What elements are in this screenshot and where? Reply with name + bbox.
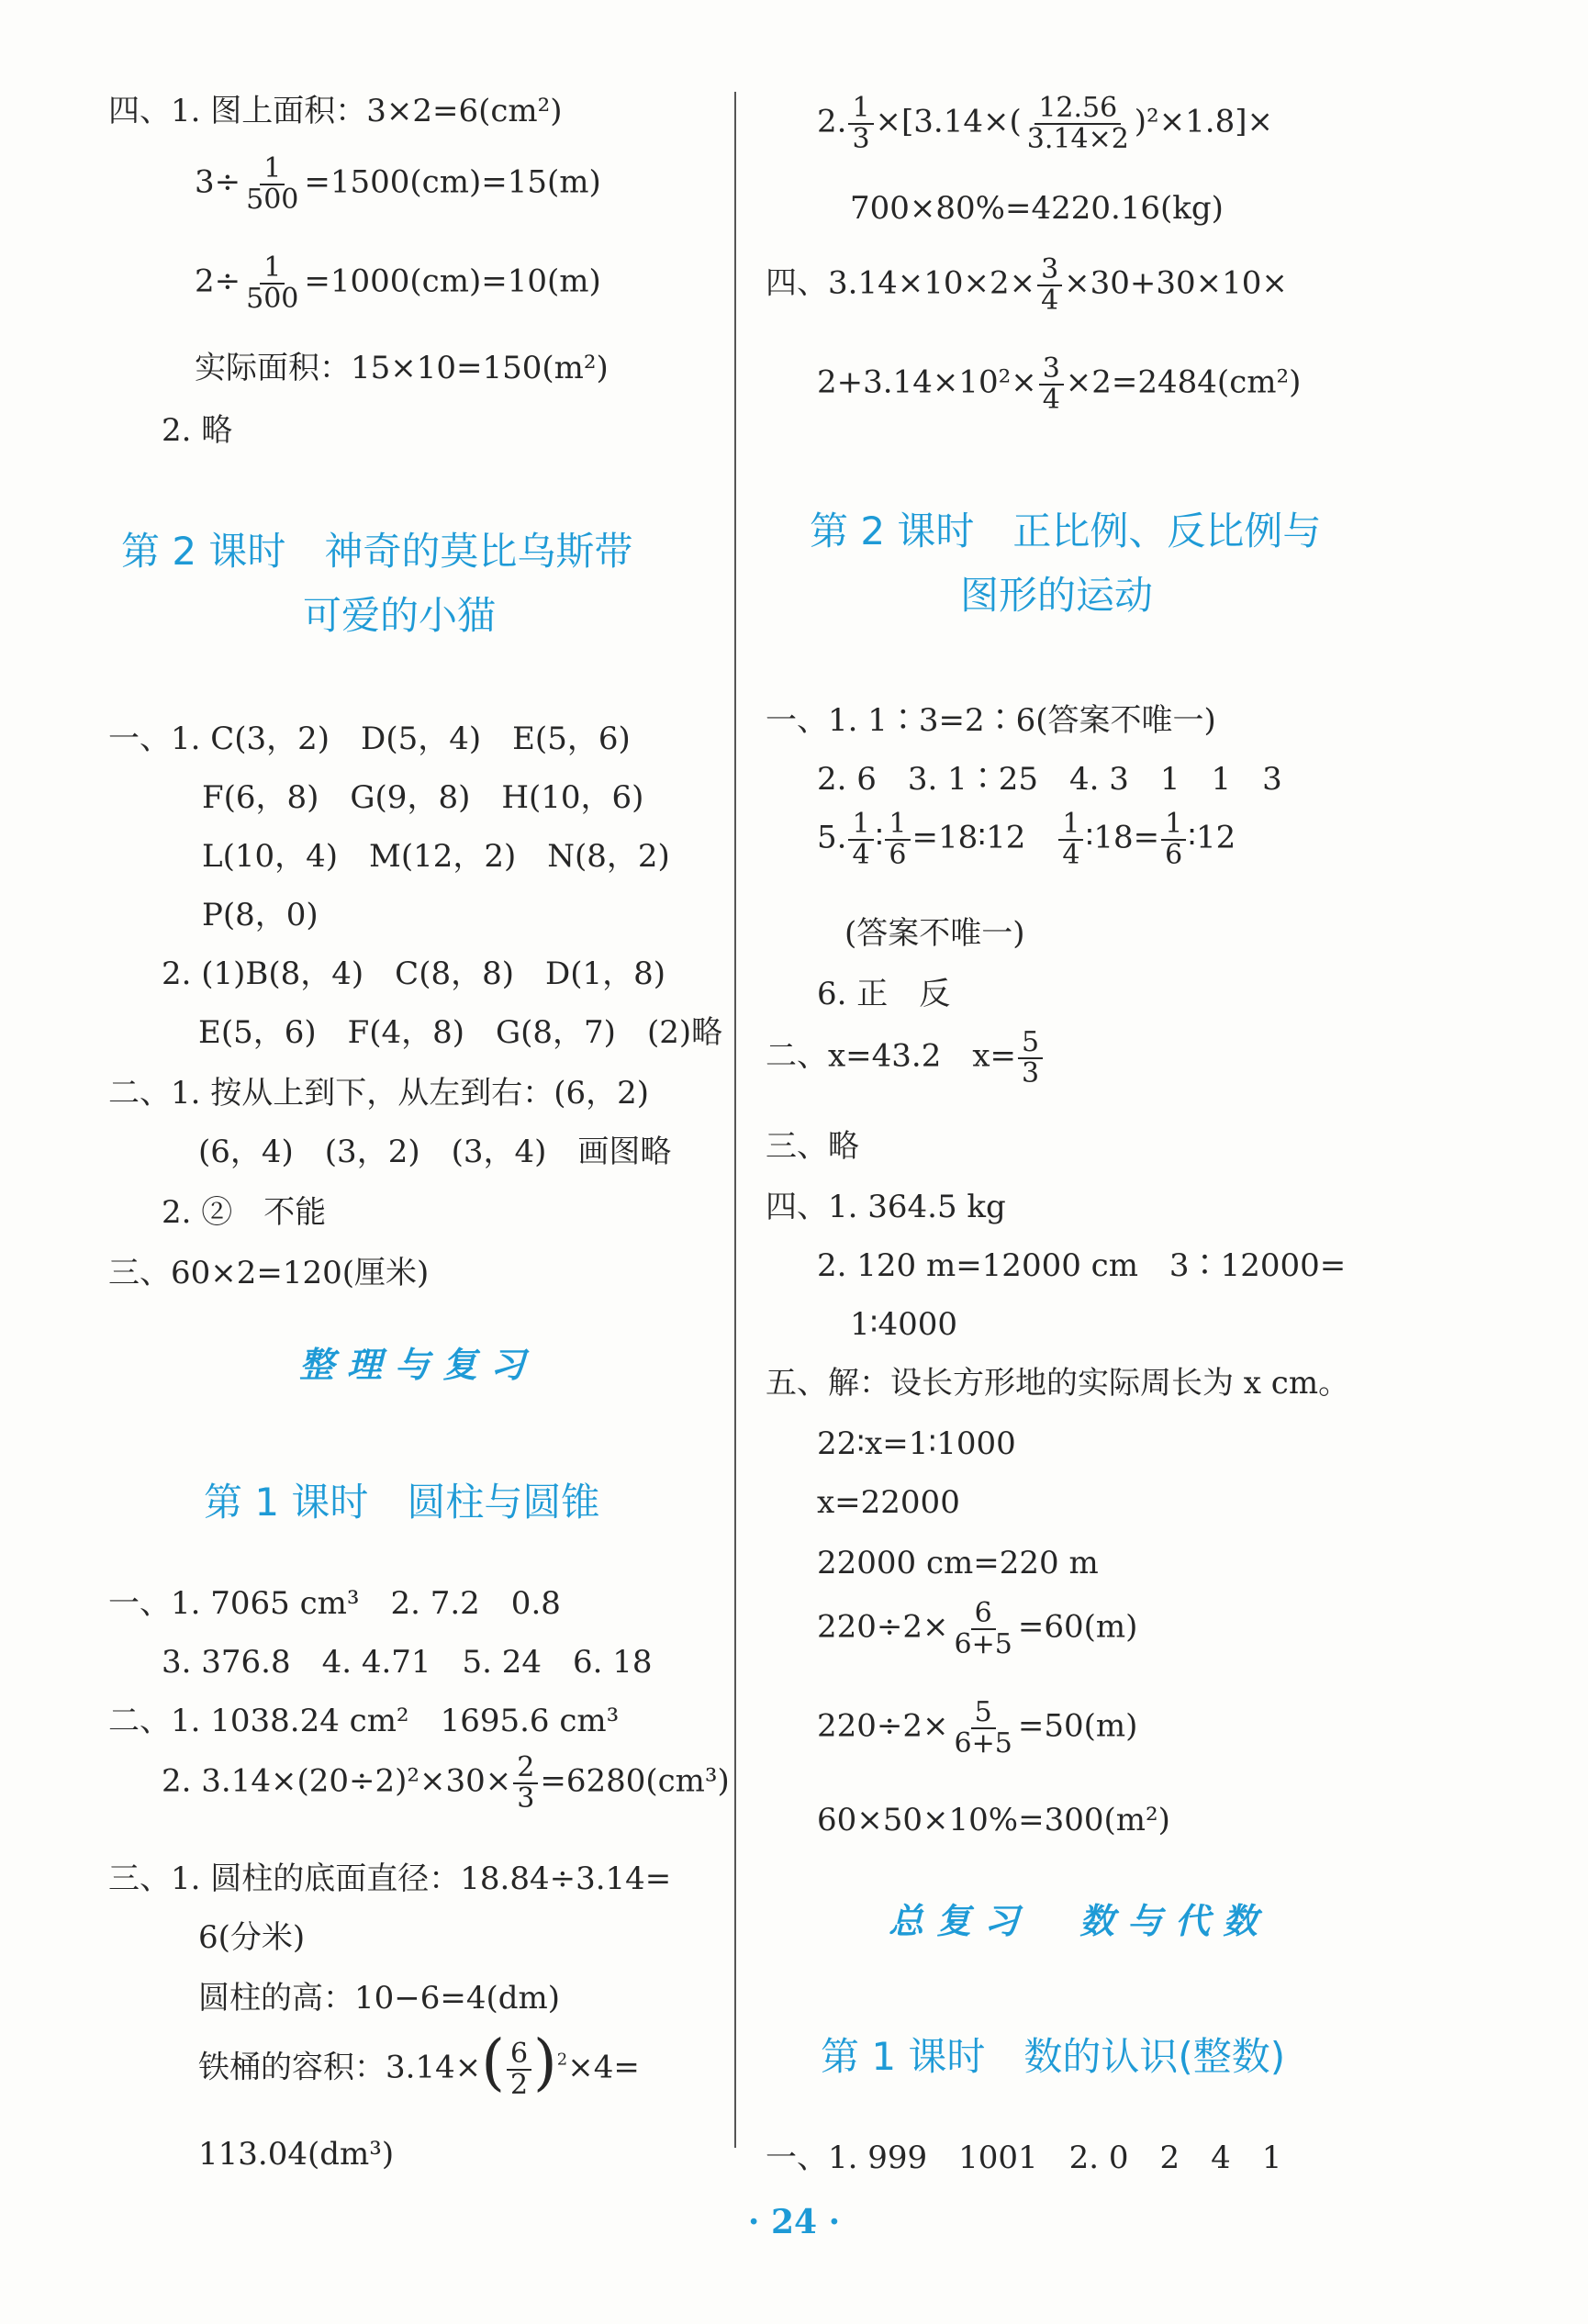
answer-line: 五、解：设长方形地的实际周长为 x cm。 bbox=[766, 1365, 1350, 1402]
answer-line: L(10，4) M(12，2) N(8，2) bbox=[202, 838, 670, 875]
fraction: $\frac{5}{6+5}$ bbox=[954, 1696, 1012, 1760]
answer-line: 220÷2× $\frac{5}{6+5}$ =50(m) bbox=[817, 1696, 1138, 1760]
answer-line: 220÷2× $\frac{6}{6+5}$ =60(m) bbox=[817, 1597, 1138, 1660]
answer-line: 三、60×2=120(厘米) bbox=[108, 1255, 430, 1291]
fraction: $\frac{12.56}{3.14\times 2}$ bbox=[1026, 92, 1129, 155]
chapter-heading: 总复习 数与代数 bbox=[889, 1901, 1271, 1941]
answer-line: 四、3.14×10×2× $\frac{3}{4}$ ×30+30×10× bbox=[766, 253, 1288, 317]
answer-line: 三、1. 圆柱的底面直径：18.84÷3.14= bbox=[108, 1860, 672, 1897]
answer-line: 22000 cm=220 m bbox=[817, 1545, 1099, 1581]
answer-line: 113.04(dm³) bbox=[198, 2136, 395, 2173]
answer-line: 三、略 bbox=[766, 1128, 859, 1165]
answer-line: P(8，0) bbox=[202, 897, 319, 933]
answer-line: 二、1. 按从上到下，从左到右：(6，2) bbox=[108, 1075, 650, 1112]
answer-line: 四、1. 图上面积：3×2=6(cm²) bbox=[108, 93, 563, 129]
answer-line: 2. $\frac{1}{3}$ ×[3.14×( $\frac{12.56}{3.14\times 2}$ )²×1.8]× bbox=[817, 92, 1274, 155]
answer-line: 二、1. 1038.24 cm² 1695.6 cm³ bbox=[108, 1703, 620, 1739]
answer-line: F(6，8) G(9，8) H(10，6) bbox=[202, 779, 644, 816]
fraction: $\frac{1}{6}$ bbox=[885, 810, 910, 869]
fraction: $\frac{1}{4}$ bbox=[1058, 810, 1083, 869]
answer-line: 实际面积：15×10=150(m²) bbox=[195, 350, 609, 386]
fraction: $\frac{3}{4}$ bbox=[1037, 255, 1062, 315]
answer-line: 一、1. C(3，2) D(5，4) E(5，6) bbox=[108, 721, 631, 757]
fraction: $\frac{1}{4}$ bbox=[848, 810, 873, 869]
answer-line: 2+3.14×10²× $\frac{3}{4}$ ×2=2484(cm²) bbox=[817, 352, 1302, 416]
answer-line: 一、1. 999 1001 2. 0 2 4 1 bbox=[766, 2140, 1282, 2176]
answer-line: 700×80%=4220.16(kg) bbox=[850, 190, 1224, 227]
answer-line: 二、x=43.2 x= $\frac{5}{3}$ bbox=[766, 1028, 1045, 1088]
answer-line: 6. 正 反 bbox=[817, 976, 951, 1012]
answer-line: 2. 120 m=12000 cm 3∶12000= bbox=[817, 1247, 1347, 1284]
section-heading: 可爱的小猫 bbox=[303, 593, 497, 638]
answer-line: 2÷ $\frac{1}{500}$ =1000(cm)=10(m) bbox=[195, 251, 601, 315]
fraction: $\frac{1}{6}$ bbox=[1161, 810, 1186, 869]
answer-line: (答案不唯一) bbox=[844, 915, 1025, 952]
section-heading: 图形的运动 bbox=[960, 573, 1154, 618]
answer-line: x=22000 bbox=[817, 1484, 960, 1521]
fraction: $\frac{6}{2}$ bbox=[507, 2039, 531, 2099]
answer-line: 铁桶的容积：3.14×( $\frac{6}{2}$ )$^2$×4= bbox=[198, 2027, 640, 2101]
answer-line: 2. 略 bbox=[162, 412, 233, 449]
answer-line: 2. 6 3. 1∶25 4. 3 1 1 3 bbox=[817, 761, 1282, 798]
answer-line: 3. 376.8 4. 4.71 5. 24 6. 18 bbox=[162, 1644, 653, 1681]
fraction: $\frac{6}{6+5}$ bbox=[954, 1597, 1012, 1660]
fraction: $\frac{1}{3}$ bbox=[848, 94, 873, 153]
answer-line: 圆柱的高：10−6=4(dm) bbox=[198, 1980, 561, 2017]
answer-line: 60×50×10%=300(m²) bbox=[817, 1802, 1170, 1838]
answer-line: 一、1. 1∶3=2∶6(答案不唯一) bbox=[766, 702, 1216, 739]
answer-line: 2. 3.14×(20÷2)²×30× $\frac{2}{3}$ =6280(cm³) bbox=[162, 1751, 730, 1815]
fraction: $\frac{3}{4}$ bbox=[1039, 354, 1064, 414]
section-heading: 第 2 课时 神奇的莫比乌斯带 bbox=[121, 529, 633, 574]
fraction: $\frac{2}{3}$ bbox=[513, 1753, 538, 1813]
section-heading: 第 1 课时 数的认识(整数) bbox=[821, 2034, 1286, 2079]
answer-line: (6，4) (3，2) (3，4) 画图略 bbox=[198, 1134, 672, 1170]
fraction: $\frac{1}{500}$ bbox=[246, 152, 299, 216]
fraction: $\frac{1}{500}$ bbox=[246, 251, 299, 315]
answer-line: E(5，6) F(4，8) G(8，7) (2)略 bbox=[198, 1014, 723, 1051]
answer-line: 四、1. 364.5 kg bbox=[766, 1189, 1006, 1225]
answer-line: 22∶x=1∶1000 bbox=[817, 1425, 1016, 1462]
section-heading: 第 1 课时 圆柱与圆锥 bbox=[204, 1480, 600, 1525]
column-divider bbox=[734, 92, 736, 2148]
fraction: $\frac{5}{3}$ bbox=[1018, 1028, 1043, 1088]
chapter-heading: 整理与复习 bbox=[299, 1345, 539, 1385]
page-number: · 24 · bbox=[747, 2203, 841, 2241]
answer-line: 5. $\frac{1}{4}$ ∶ $\frac{1}{6}$ =18∶12 $\frac{1}{4}$ ∶18= $\frac{1}{6}$ ∶12 bbox=[817, 808, 1236, 871]
answer-line: 2. ② 不能 bbox=[162, 1194, 327, 1231]
section-heading: 第 2 课时 正比例、反比例与 bbox=[810, 508, 1322, 553]
answer-line: 3÷ $\frac{1}{500}$ =1500(cm)=15(m) bbox=[195, 152, 601, 216]
answer-line: 一、1. 7065 cm³ 2. 7.2 0.8 bbox=[108, 1585, 561, 1622]
answer-line: 2. (1)B(8，4) C(8，8) D(1，8) bbox=[162, 955, 666, 992]
answer-line: 6(分米) bbox=[198, 1919, 306, 1956]
answer-line: 1∶4000 bbox=[850, 1306, 958, 1343]
